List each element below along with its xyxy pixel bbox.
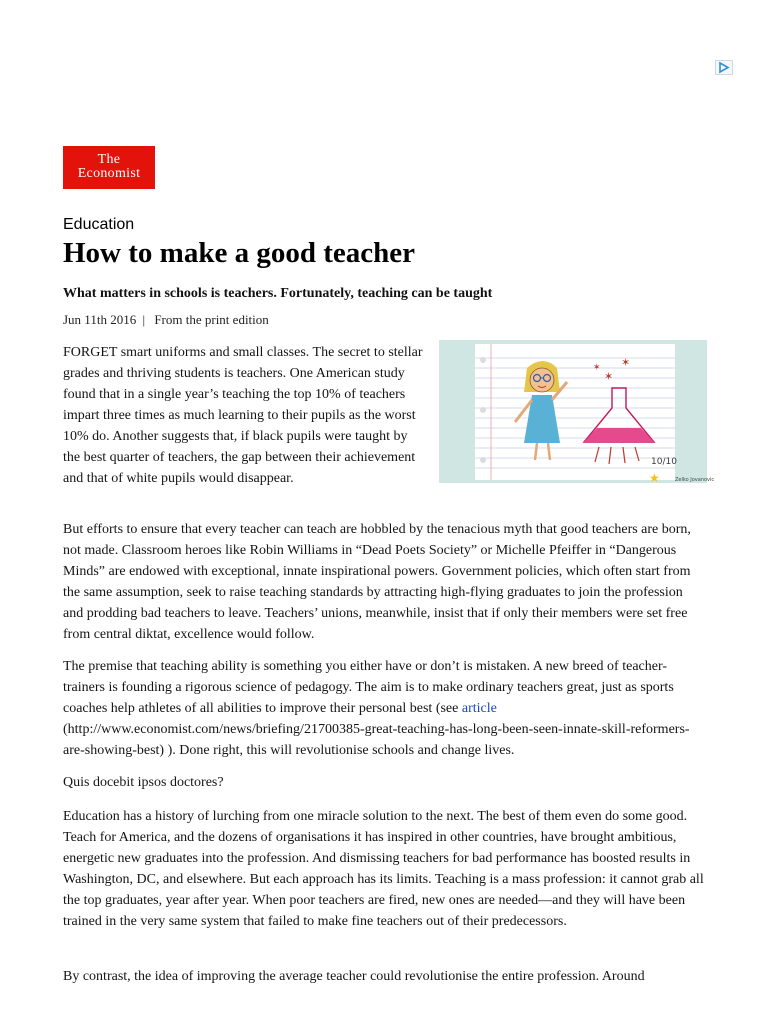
dateline-separator: | <box>142 312 146 327</box>
image-credit: Zelko Jovanovic <box>675 477 715 483</box>
article-illustration <box>439 340 715 485</box>
print-edition-label: From the print edition <box>154 312 269 327</box>
page-title: How to make a good teacher <box>63 237 415 269</box>
logo-line-2: Economist <box>77 166 141 181</box>
paragraph-text: (http://www.economist.com/news/briefing/21700385-great-teaching-has-long-been-seen-innate-skill-reformers-are-showing-best) ). Done right, this will revolutionise schools and change lives. <box>63 722 690 758</box>
dateline <box>63 311 269 329</box>
article-link[interactable]: article <box>461 701 497 716</box>
subheading: Quis docebit ipsos doctores? <box>63 775 224 790</box>
logo-line-1: The <box>97 152 121 167</box>
adchoices-icon[interactable] <box>715 60 733 75</box>
rubric: What matters in schools is teachers. Fortunately, teaching can be taught <box>63 286 493 301</box>
body-paragraph: By contrast, the idea of improving the average teacher could revolutionise the entire profession. Around <box>63 969 645 984</box>
body-paragraph: Education has a history of lurching from one miracle solution to the next. The best of them even do some good. Teach for America, and the dozens of organisations it has inspired in other countries, have brought ambitious, energetic new graduates into the profession. And dismissing teachers for bad performance has boosted results in Washington, DC, and elsewhere. But each approach has its limits. Teaching is a mass profession: it cannot grab all the top graduates, year after year. When poor teachers are fired, new ones are needed—and they will have been trained in the very same system that failed to make fine teachers out of their predecessors. <box>63 809 704 929</box>
svg-text:★: ★ <box>649 471 660 485</box>
paragraph-text: The premise that teaching ability is something you either have or don’t is mistaken. A new breed of teacher-trainers is founding a rigorous science of pedagogy. The aim is to make ordinary teachers great, just as sports coaches help athletes of all abilities to improve their personal best (see <box>63 659 674 716</box>
body-paragraph <box>63 656 703 761</box>
publish-date: Jun 11th 2016 <box>63 312 137 327</box>
economist-logo[interactable] <box>63 146 155 189</box>
section-label[interactable]: Education <box>63 216 135 233</box>
svg-text:✶: ✶ <box>593 363 601 373</box>
body-paragraph: But efforts to ensure that every teacher can teach are hobbled by the tenacious myth that good teachers are born, not made. Classroom heroes like Robin Williams in “Dead Poets Society” or Michelle Pfeiffer in “Dangerous Minds” are endowed with exceptional, innate inspirational powers. Government policies, which often start from the same assumption, seek to raise teaching standards by attracting high-flying graduates to join the profession and prodding bad teachers to leave. Teachers’ unions, meanwhile, insist that if only their members were set free from central diktat, excellence would follow. <box>63 522 691 642</box>
score-annotation: 10/10 <box>651 457 677 467</box>
body-paragraph: FORGET smart uniforms and small classes. The secret to stellar grades and thriving students is teachers. One American study found that in a single year’s teaching the top 10% of teachers impart three times as much learning to their pupils as the worst 10% do. Another suggests that, if black pupils were taught by the best quarter of teachers, the gap between their achievement and that of white pupils would disappear. <box>63 345 423 486</box>
svg-text:✶: ✶ <box>621 356 631 369</box>
svg-text:✶: ✶ <box>604 370 614 383</box>
